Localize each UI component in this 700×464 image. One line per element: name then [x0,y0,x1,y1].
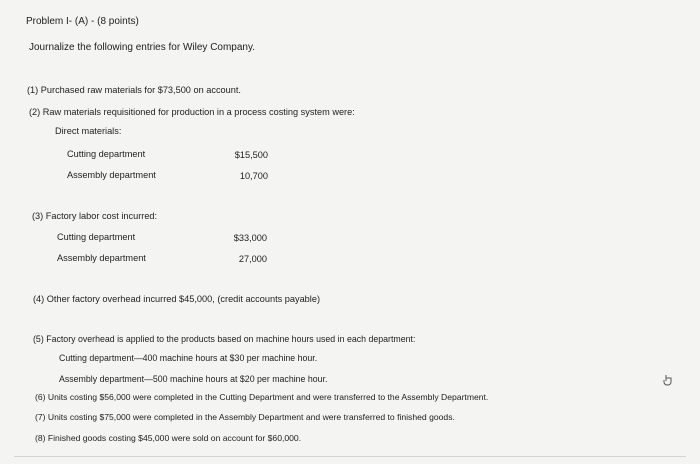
item-2-row-value: 10,700 [239,171,268,181]
item-8: (8) Finished goods costing $45,000 were sold on account for $60,000. [35,433,302,443]
item-6: (6) Units costing $56,000 were completed in the Cutting Department and were transferred to the Assembly Department. [35,392,489,402]
item-2-row-value: $15,500 [234,150,268,160]
item-4: (4) Other factory overhead incurred $45,000, (credit accounts payable) [33,294,321,304]
divider [14,456,686,457]
item-3-row-value: 27,000 [238,254,267,264]
item-5-line: Cutting department—400 machine hours at $30 per machine hour. [59,353,318,363]
item-3-row-value: $33,000 [233,233,267,243]
item-2-row-label: Assembly department [67,170,156,180]
pointer-hand-icon [662,374,674,386]
item-5: (5) Factory overhead is applied to the products based on machine hours used in each department: [33,334,416,344]
item-3: (3) Factory labor cost incurred: [32,211,158,221]
item-3-row-label: Assembly department [57,253,146,263]
item-2: (2) Raw materials requisitioned for production in a process costing system were: [29,107,355,117]
item-3-row-label: Cutting department [57,232,136,242]
item-5-line: Assembly department—500 machine hours at $20 per machine hour. [59,374,328,384]
item-1: (1) Purchased raw materials for $73,500 on account. [27,85,241,95]
item-2-subheading: Direct materials: [55,126,122,136]
instruction-text: Journalize the following entries for Wiley Company. [29,42,256,53]
problem-title: Problem I- (A) - (8 points) [26,16,139,27]
item-7: (7) Units costing $75,000 were completed in the Assembly Department and were transferred to finished goods. [35,412,455,422]
item-2-row-label: Cutting department [67,149,146,159]
